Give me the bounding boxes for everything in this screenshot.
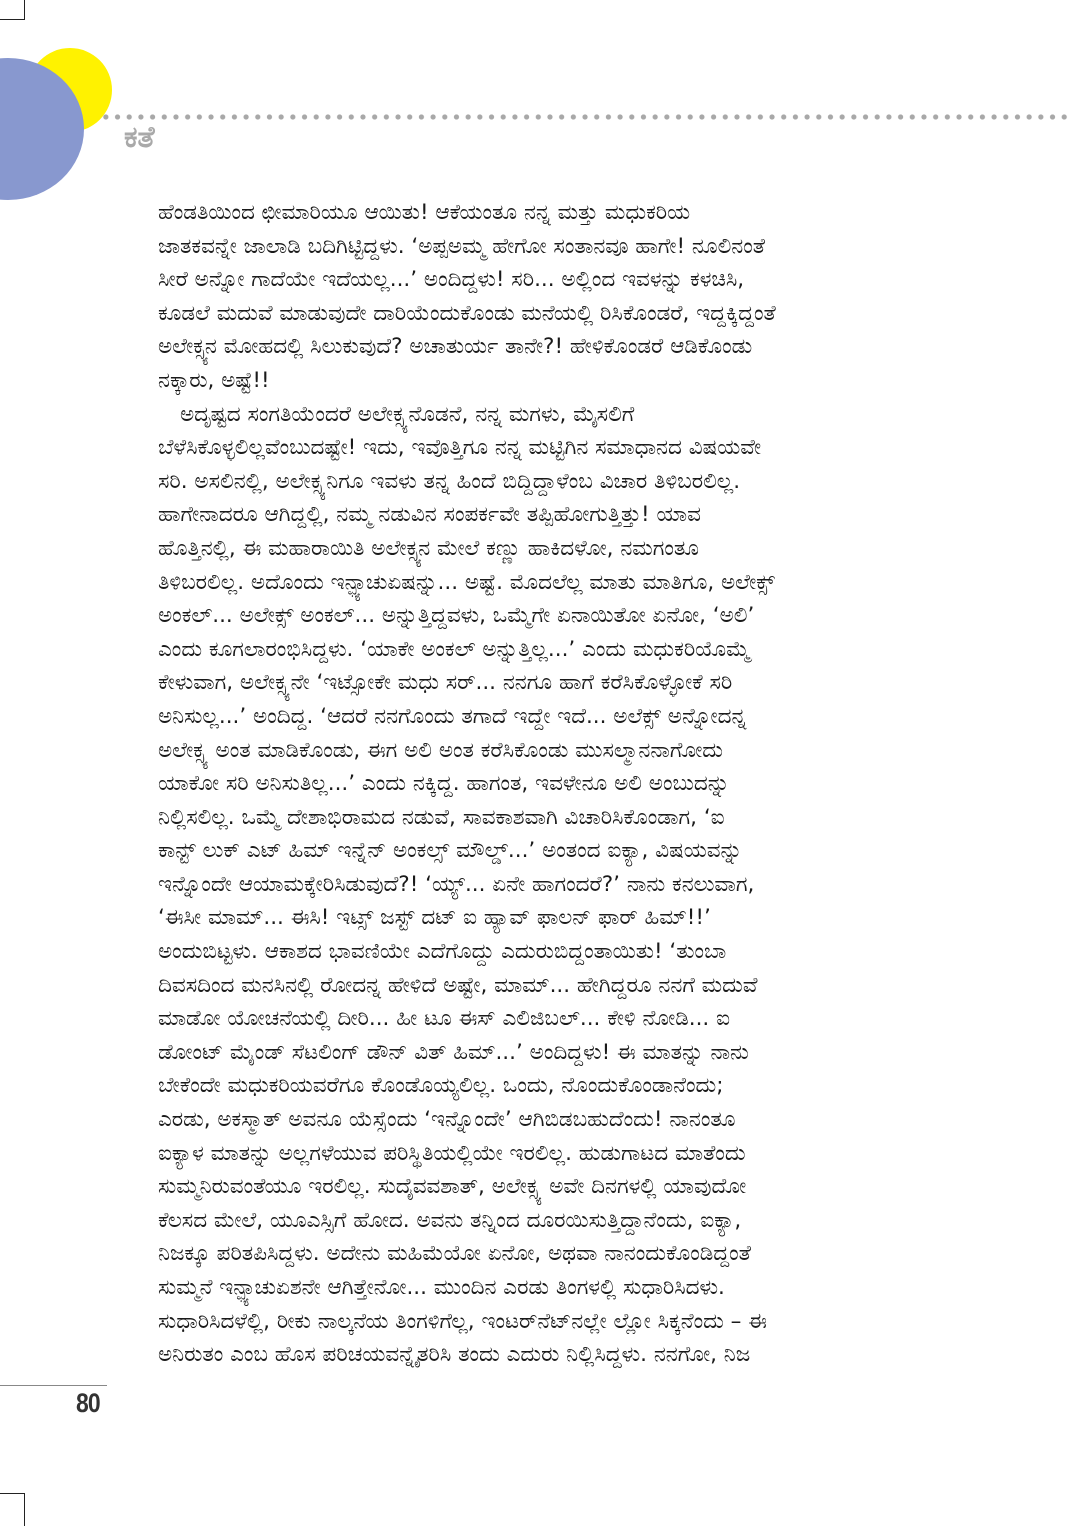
text-line: ತಿಳಿಬರಲಿಲ್ಲ. ಅದೊಂದು ಇನ್ಫ್ಯಾಚುಏಷನ್ನು... ಅಷ್ಟೆ. ಮೊದಲೆಲ್ಲ ಮಾತು ಮಾತಿಗೂ, ಅಲೇಕ್ಸ್ xyxy=(158,569,775,595)
text-line: ಡೋಂಟ್ ಮೈಂಡ್ ಸೆಟಲಿಂಗ್ ಡೌನ್ ವಿತ್ ಹಿಮ್...’ ಅಂದಿದ್ದಳು! ಈ ಮಾತನ್ನು ನಾನು xyxy=(158,1039,749,1065)
text-line: ಮಾಡೋ ಯೋಚನೆಯಲ್ಲಿ ದೀರಿ... ಹೀ ಟೂ ಈಸ್ ಎಲಿಜಿಬಲ್... ಕೇಳಿ ನೋಡಿ... ಐ xyxy=(158,1006,731,1032)
paragraph-start-line: ಅದೃಷ್ಟದ ಸಂಗತಿಯೆಂದರೆ ಅಲೇಕ್ಸ್ಯನೊಡನೆ, ನನ್ನ ಮಗಳು, ಮೈಸಲಿಗೆ xyxy=(180,401,635,427)
text-line: ಎಂದು ಕೂಗಲಾರಂಭಿಸಿದ್ದಳು. ‘ಯಾಕೇ ಅಂಕಲ್ ಅನ್ನುತ್ತಿಲ್ಲ...’ ಎಂದು ಮಧುಕರಿಯೊಮ್ಮೆ xyxy=(158,636,751,662)
text-line: ದಿವಸದಿಂದ ಮನಸಿನಲ್ಲಿ ರೋದನ್ನ ಹೇಳಿದೆ ಅಷ್ಟೇ, ಮಾಮ್... ಹೇಗಿದ್ದರೂ ನನಗೆ ಮದುವೆ xyxy=(158,972,758,998)
text-line: ಸೀರೆ ಅನ್ನೋ ಗಾದೆಯೇ ಇದೆಯಲ್ಲ...’ ಅಂದಿದ್ದಳು! ಸರಿ... ಅಲ್ಲಿಂದ ಇವಳನ್ನು ಕಳಚಿಸಿ, xyxy=(158,267,745,293)
text-line: ಸುಧಾರಿಸಿದಳೆಲ್ಲಿ, ರೀಕು ನಾಲ್ಕನೆಯ ತಿಂಗಳಿಗೆಲ್ಲ, ಇಂಟರ್‌ನೆಟ್‌ನಲ್ಲೇ ಲ್ಲೋ ಸಿಕ್ಕನೆಂದು – ಈ xyxy=(158,1308,767,1334)
text-line: ಅನಿರುತಂ ಎಂಬ ಹೊಸ ಪರಿಚಯವನ್ನೈತರಿಸಿ ತಂದು ಎದುರು ನಿಲ್ಲಿಸಿದ್ದಳು. ನನಗೋ, ನಿಜ xyxy=(158,1342,751,1368)
text-line: ಹಾಗೇನಾದರೂ ಆಗಿದ್ದಲ್ಲಿ, ನಮ್ಮ ನಡುವಿನ ಸಂಪರ್ಕವೇ ತಪ್ಪಿಹೋಗುತ್ತಿತ್ತು! ಯಾವ xyxy=(158,502,701,528)
text-line: ಸುಮ್ಮನಿರುವಂತೆಯೂ ಇರಲಿಲ್ಲ. ಸುದೈವವಶಾತ್, ಅಲೇಕ್ಸ್ಯ ಅವೇ ದಿನಗಳಲ್ಲಿ ಯಾವುದೋ xyxy=(158,1174,747,1200)
page-number: 80 xyxy=(76,1388,100,1418)
text-line: ಅಲೇಕ್ಸ್ಯ ಅಂತ ಮಾಡಿಕೊಂಡು, ಈಗ ಅಲಿ ಅಂತ ಕರೆಸಿಕೊಂಡು ಮುಸಲ್ಮಾನನಾಗೋದು xyxy=(158,737,724,763)
text-line: ಸರಿ. ಅಸಲಿನಲ್ಲಿ, ಅಲೇಕ್ಸ್ಯನಿಗೂ ಇವಳು ತನ್ನ ಹಿಂದೆ ಬಿದ್ದಿದ್ದಾಳೆಂಬ ವಿಚಾರ ತಿಳಿಬರಲಿಲ್ಲ. xyxy=(158,468,741,494)
text-line: ಕೇಳುವಾಗ, ಅಲೇಕ್ಸ್ಯನೇ ‘ಇಟ್ಸೋಕೇ ಮಧು ಸರ್... ನನಗೂ ಹಾಗೆ ಕರೆಸಿಕೊಳ್ಳೋಕೆ ಸರಿ xyxy=(158,670,733,696)
crop-mark-bottom-left xyxy=(0,1493,25,1526)
crop-mark-top-left xyxy=(0,0,25,20)
text-line: ಬೇಕೆಂದೇ ಮಧುಕರಿಯವರೆಗೂ ಕೊಂಡೊಯ್ಯಲಿಲ್ಲ. ಒಂದು, ನೊಂದುಕೊಂಡಾನೆಂದು; xyxy=(158,1073,724,1099)
text-line: ಹೊತ್ತಿನಲ್ಲಿ, ಈ ಮಹಾರಾಯಿತಿ ಅಲೇಕ್ಸ್ಯನ ಮೇಲೆ ಕಣ್ಣು ಹಾಕಿದಳೋ, ನಮಗಂತೂ xyxy=(158,535,699,561)
dotted-header-rule xyxy=(100,114,1072,120)
text-line: ಎರಡು, ಅಕಸ್ಮಾತ್ ಅವನೂ ಯೆಸ್ಸೆಂದು ‘ಇನ್ನೊಂದೇ’ ಆಗಿಬಿಡಬಹುದೆಂದು! ನಾನಂತೂ xyxy=(158,1107,736,1133)
text-line: ಇನ್ನೊಂದೇ ಆಯಾಮಕ್ಕೇರಿಸಿಡುವುದೆ?! ‘ಯ್ಯ್... ಏನೇ ಹಾಗಂದರೆ?’ ನಾನು ಕನಲುವಾಗ, xyxy=(158,871,755,897)
text-line: ಅಂಕಲ್... ಅಲೇಕ್ಸ್ ಅಂಕಲ್... ಅನ್ನುತ್ತಿದ್ದವಳು, ಒಮ್ಮೆಗೇ ಏನಾಯಿತೋ ಏನೋ, ‘ಅಲಿ’ xyxy=(158,603,755,629)
story-body-text xyxy=(158,196,918,1372)
text-line: ನಕ್ಕಾರು, ಅಷ್ಟೆ!! xyxy=(158,367,270,393)
text-line: ಕೆಲಸದ ಮೇಲೆ, ಯೂಎಸ್ಸಿಗೆ ಹೋದ. ಅವನು ತನ್ನಿಂದ ದೂರಯಿಸುತ್ತಿದ್ದಾನೆಂದು, ಐಕ್ಯಾ, xyxy=(158,1207,742,1233)
text-line: ಹೆಂಡತಿಯಿಂದ ಛೀಮಾರಿಯೂ ಆಯಿತು! ಆಕೆಯಂತೂ ನನ್ನ ಮತ್ತು ಮಧುಕರಿಯ xyxy=(158,200,691,225)
text-line: ಐಕ್ಯಾಳ ಮಾತನ್ನು ಅಲ್ಲಗಳೆಯುವ ಪರಿಸ್ಥಿತಿಯಲ್ಲಿಯೇ ಇರಲಿಲ್ಲ. ಹುಡುಗಾಟದ ಮಾತೆಂದು xyxy=(158,1140,746,1166)
text-line: ಬೆಳೆಸಿಕೊಳ್ಳಲಿಲ್ಲವೆಂಬುದಷ್ಟೇ! ಇದು, ಇವೊತ್ತಿಗೂ ನನ್ನ ಮಟ್ಟಿಗಿನ ಸಮಾಧಾನದ ವಿಷಯವೇ xyxy=(158,435,762,461)
text-line: ಸುಮ್ಮನೆ ಇನ್ಫ್ಯಾಚುಏಶನೇ ಆಗಿತ್ತೇನೋ... ಮುಂದಿನ ಎರಡು ತಿಂಗಳಲ್ಲಿ ಸುಧಾರಿಸಿದಳು. xyxy=(158,1275,725,1300)
text-line: ಜಾತಕವನ್ನೇ ಜಾಲಾಡಿ ಬದಿಗಿಟ್ಟಿದ್ದಳು. ‘ಅಪ್ಪಅಮ್ಮ ಹೇಗೋ ಸಂತಾನವೂ ಹಾಗೇ! ನೂಲಿನಂತೆ xyxy=(158,233,766,259)
section-label: ಕತೆ xyxy=(124,120,155,155)
text-line: ಯಾಕೋ ಸರಿ ಅನಿಸುತಿಲ್ಲ...’ ಎಂದು ನಕ್ಕಿದ್ದ. ಹಾಗಂತ, ಇವಳೇನೂ ಅಲಿ ಅಂಬುದನ್ನು xyxy=(158,771,730,797)
text-line: ಅನಿಸುಲ್ಲ...’ ಅಂದಿದ್ದ. ‘ಆದರೆ ನನಗೊಂದು ತಗಾದೆ ಇದ್ದೇ ಇದೆ... ಅಲೆಕ್ಸ್ ಅನ್ನೋದನ್ನ xyxy=(158,703,747,729)
text-line: ನಿಜಕ್ಕೂ ಪರಿತಪಿಸಿದ್ದಳು. ಅದೇನು ಮಹಿಮೆಯೋ ಏನೋ, ಅಥವಾ ನಾನಂದುಕೊಂಡಿದ್ದಂತೆ xyxy=(158,1241,751,1267)
text-line: ‘ಈಸೀ ಮಾಮ್... ಈಸಿ! ಇಟ್ಸ್ ಜಸ್ಟ್ ದಟ್ ಐ ಹ್ಯಾವ್ ಫಾಲನ್ ಫಾರ್ ಹಿಮ್!!’ xyxy=(158,905,711,931)
text-line: ಕಾನ್ಟ್ ಲುಕ್ ಎಟ್ ಹಿಮ್ ಇನ್ನೆನ್ ಅಂಕಲ್ಸ್ ಮೌಲ್ಡ್...’ ಅಂತಂದ ಐಕ್ಯಾ, ವಿಷಯವನ್ನು xyxy=(158,838,743,864)
footer-rule xyxy=(0,1385,107,1386)
text-line: ನಿಲ್ಲಿಸಲಿಲ್ಲ. ಒಮ್ಮೆ ದೇಶಾಭಿರಾಮದ ನಡುವೆ, ಸಾವಕಾಶವಾಗಿ ವಿಚಾರಿಸಿಕೊಂಡಾಗ, ‘ಐ xyxy=(158,804,725,830)
text-line: ಅಂದುಬಿಟ್ಟಳು. ಆಕಾಶದ ಭಾವಣಿಯೇ ಎದೆಗೊದ್ದು ಎದುರುಬಿದ್ದಂತಾಯಿತು! ‘ತುಂಬಾ xyxy=(158,939,727,965)
text-line: ಅಲೇಕ್ಸ್ಯನ ಮೋಹದಲ್ಲಿ ಸಿಲುಕುವುದೆ? ಅಚಾತುರ್ಯ ತಾನೇ?! ಹೇಳಿಕೊಂಡರೆ ಆಡಿಕೊಂಡು xyxy=(158,334,753,360)
text-line: ಕೂಡಲೆ ಮದುವೆ ಮಾಡುವುದೇ ದಾರಿಯೆಂದುಕೊಂಡು ಮನೆಯಲ್ಲಿ ರಿಸಿಕೊಂಡರೆ, ಇದ್ದಕ್ಕಿದ್ದಂತೆ xyxy=(158,300,776,326)
